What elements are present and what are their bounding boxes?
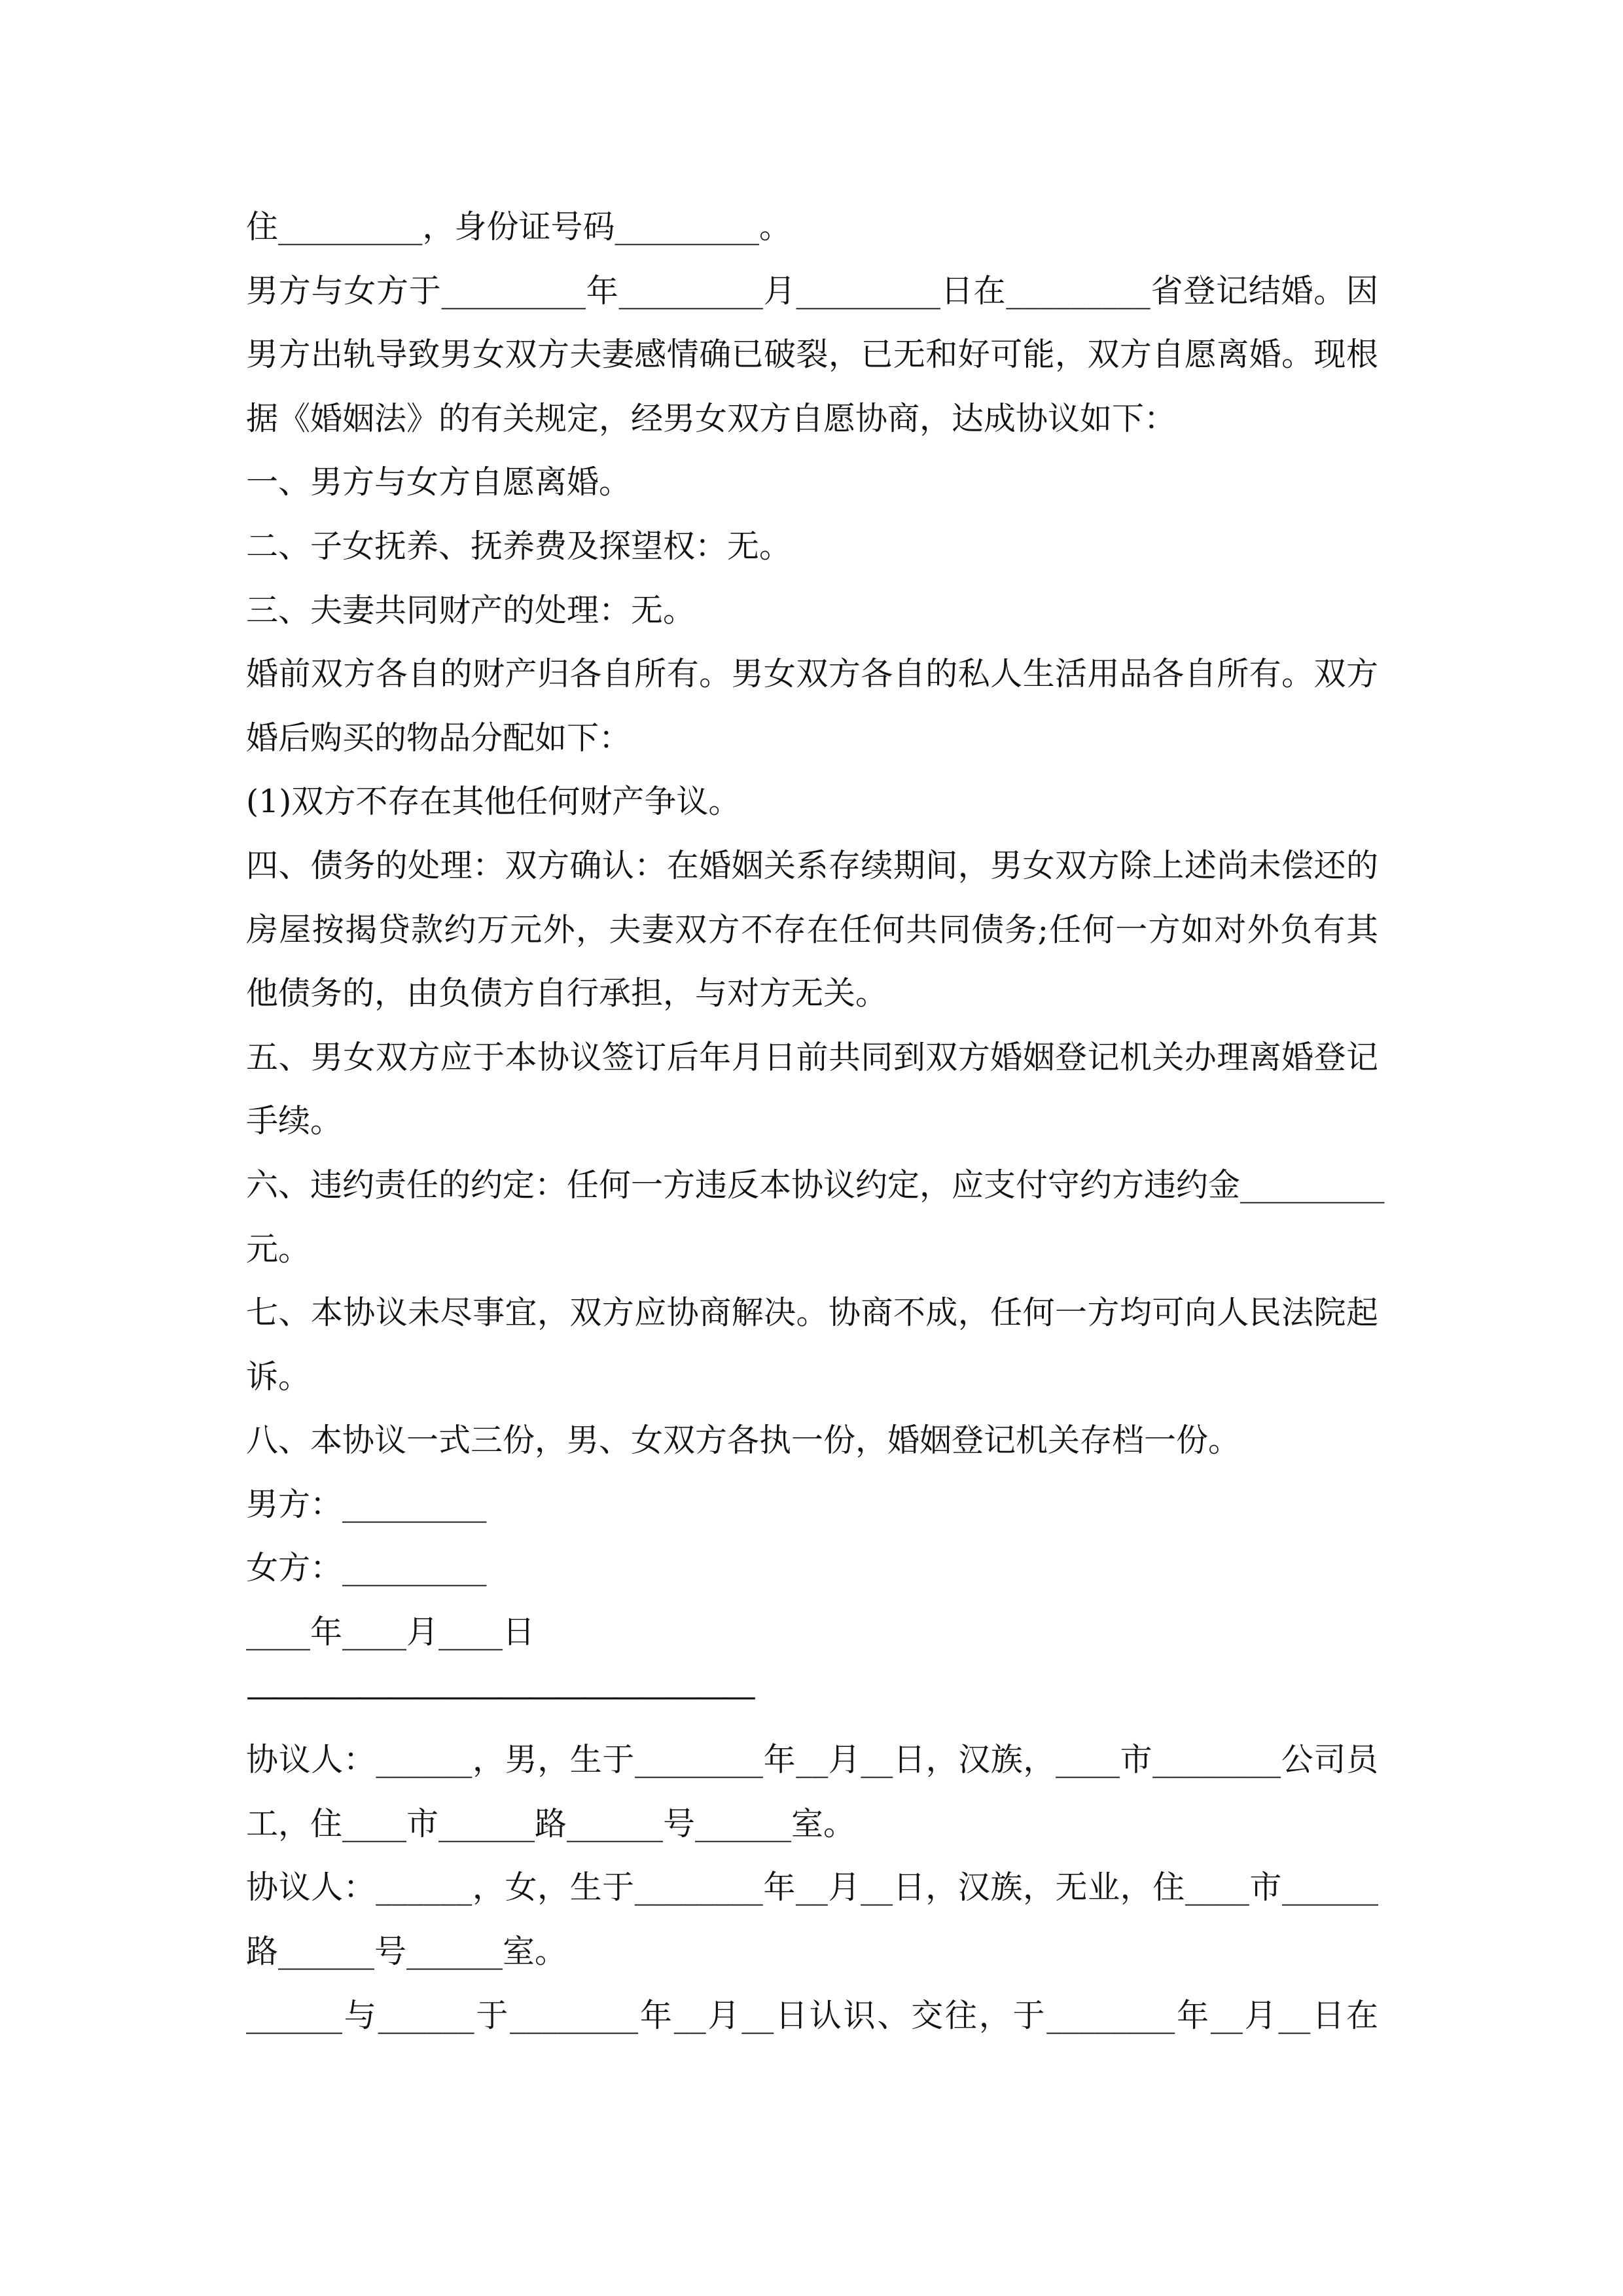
text-line: 据《婚姻法》的有关规定，经男女双方自愿协商，达成协议如下： — [246, 399, 1177, 437]
text-line: 一、男方与女方自愿离婚。 — [246, 463, 632, 501]
text-line: 工，住____市______路______号______室。 — [246, 1804, 856, 1842]
text-line: ______与______于________年__月__日认识、交往，于________年__月__日在 — [246, 1996, 1378, 2034]
text-line: 五、男女双方应于本协议签订后年月日前共同到双方婚姻登记机关办理离婚登记 — [246, 1038, 1378, 1076]
text-line: 协议人：______，男，生于________年__月__日，汉族，____市________公司员 — [246, 1741, 1378, 1779]
text-line: 房屋按揭贷款约万元外，夫妻双方不存在任何共同债务;任何一方如对外负有其 — [246, 910, 1378, 948]
text-line: 路______号______室。 — [246, 1933, 567, 1971]
text-line: ____年____月____日 — [246, 1613, 535, 1651]
text-line: 他债务的，由负债方自行承担，与对方无关。 — [246, 975, 888, 1013]
text-line: 诉。 — [246, 1357, 311, 1395]
text-line: 七、本协议未尽事宜，双方应协商解决。协商不成，任何一方均可向人民法院起 — [246, 1294, 1378, 1332]
text-line: 二、子女抚养、抚养费及探望权：无。 — [246, 527, 792, 565]
text-line: (1)双方不存在其他任何财产争议。 — [246, 783, 741, 821]
text-line: 四、债务的处理：双方确认：在婚姻关系存续期间，男女双方除上述尚未偿还的 — [246, 846, 1378, 884]
text-line: 男方出轨导致男女双方夫妻感情确已破裂，已无和好可能，双方自愿离婚。现根 — [246, 336, 1378, 374]
separator-line: —————————————————— — [246, 1677, 753, 1715]
text-line: 八、本协议一式三份，男、女双方各执一份，婚姻登记机关存档一份。 — [246, 1422, 1241, 1460]
text-line: 六、违约责任的约定：任何一方违反本协议约定，应支付守约方违约金_________ — [246, 1166, 1385, 1204]
text-line: 协议人：______，女，生于________年__月__日，汉族，无业，住____市______ — [246, 1869, 1378, 1907]
text-line: 男方与女方于_________年_________月_________日在_________省登记结婚。因 — [246, 272, 1378, 310]
text-line: 元。 — [246, 1230, 311, 1268]
text-line: 手续。 — [246, 1102, 343, 1140]
document-body — [246, 195, 1385, 2047]
text-line: 婚前双方各自的财产归各自所有。男女双方各自的私人生活用品各自所有。双方 — [246, 655, 1378, 693]
text-line: 女方：_________ — [246, 1549, 487, 1587]
text-line: 三、夫妻共同财产的处理：无。 — [246, 591, 696, 629]
text-line: 婚后购买的物品分配如下： — [246, 719, 632, 757]
text-line: 男方：_________ — [246, 1485, 487, 1523]
text-line: 住_________，身份证号码_________。 — [246, 208, 792, 245]
